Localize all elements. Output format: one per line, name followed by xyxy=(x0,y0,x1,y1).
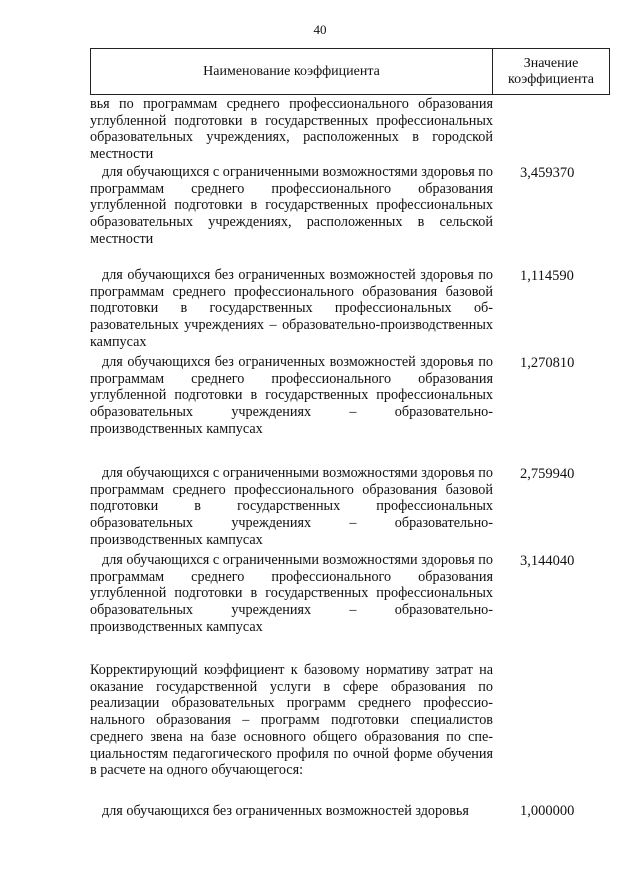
column-header-value-line2: коэффициента xyxy=(508,71,594,87)
coefficient-value: 1,000000 xyxy=(520,803,575,819)
coefficient-description: для обучающихся без ограниченных возможностей здоровья по программам среднего профессионального образования базовой подготовки в государственных профессиональных образовательных учреждениях – образовательно-производственных кампусах xyxy=(90,267,493,350)
coefficient-value: 2,759940 xyxy=(520,466,575,482)
coefficient-description: для обучающихся без ограниченных возможностей здоровья по программам среднего профессионального образования углубленной подготовки в государственных профессиональных образовательных учреждениях – образовательно-производственных кампусах xyxy=(90,354,493,437)
coefficient-description: для обучающихся с ограниченными возможностями здоровья по программам среднего профессионального образования углубленной подготовки в государственных профессиональных образовательных учреждениях, расположенных в сельской местности xyxy=(90,164,493,247)
coefficient-description: вья по программам среднего профессионального образования углубленной подготовки в государственных профессиональных образовательных учреждениях, расположенных в городской местности xyxy=(90,96,493,163)
coefficient-value: 3,459370 xyxy=(520,165,575,181)
page-number: 40 xyxy=(313,22,327,37)
coefficient-description: для обучающихся с ограниченными возможностями здоровья по программам среднего профессионального образования углубленной подготовки в государственных профессиональных образовательных учреждениях – образовательно-производственных кампусах xyxy=(90,552,493,635)
coefficient-description: для обучающихся без ограниченных возможностей здоровья xyxy=(102,803,469,819)
coefficient-value: 3,144040 xyxy=(520,553,575,569)
coefficient-value: 1,114590 xyxy=(520,268,574,284)
column-header-name: Наименование коэффициента xyxy=(91,49,493,94)
coefficient-description: для обучающихся с ограниченными возможностями здоровья по программам среднего профессионального образования базовой подготовки в государственных профессиональных образовательных учреждениях – образовательно-производственных кампусах xyxy=(90,465,493,548)
column-header-value-line1: Значение xyxy=(523,55,579,71)
column-header-value xyxy=(493,49,609,94)
table-header xyxy=(90,48,610,95)
corrective-coefficient-heading: Корректирующий коэффициент к базовому нормативу затрат на оказание государственной услуги в сфере образования по реализации образовательных программ среднего профессионального образования – программ подготовки специалистов среднего звена на базе основного общего образования по специальностям педагогического профиля по очной форме обучения в расчете на одного обучающегося: xyxy=(90,662,493,779)
coefficient-value: 1,270810 xyxy=(520,355,575,371)
